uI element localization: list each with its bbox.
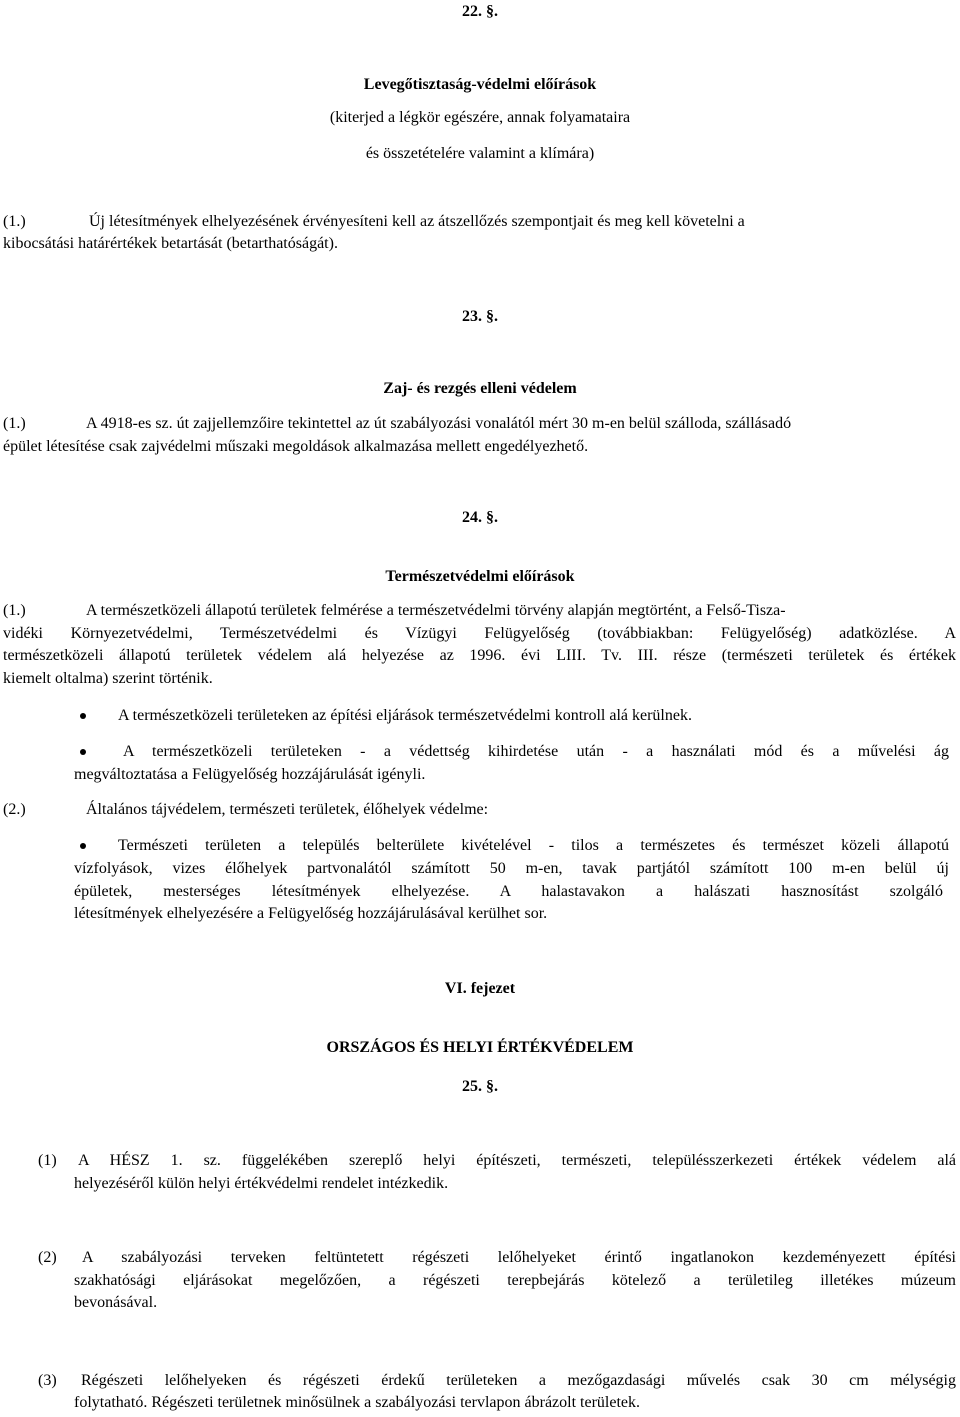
section-22-subtitle-line2: és összetételére valamint a klímára) [365,145,595,162]
section-22-heading: 22. §. [462,3,498,20]
section-25-para1-number: (1) [38,1152,57,1169]
bullet-icon [80,713,86,719]
chapter-6-subtitle: ORSZÁGOS ÉS HELYI ÉRTÉKVÉDELEM [326,1039,634,1056]
section-24-bullet2-line2: megváltoztatása a Felügyelőség hozzájárulását igényli. [74,766,426,783]
section-25-para2-line1: A szabályozási terveken feltüntetett régészeti lelőhelyeket érintő ingatlanokon kezdeményezett építési [82,1249,956,1266]
section-23-heading: 23. §. [462,308,498,325]
section-24-para1-line4: kiemelt oltalma) szerint történik. [3,670,213,687]
section-24-title: Természetvédelmi előírások [385,568,575,585]
section-24-bullet3-line2: vízfolyások, vizes élőhelyek partvonalától számított 50 m-en, tavak partjától számított 100 m-en belül új [74,860,949,877]
section-22-para1-line2: kibocsátási határértékek betartását (betarthatóságát). [3,235,338,252]
section-25-para2-number: (2) [38,1249,57,1266]
section-25-para1-line2: helyezéséről külön helyi értékvédelmi rendelet intézkedik. [74,1175,449,1192]
section-25-para3-line2: folytatható. Régészeti területnek minősülnek a szabályozási tervlapon ábrázolt területek. [74,1394,641,1411]
section-23-title: Zaj- és rezgés elleni védelem [383,380,577,397]
section-24-para2-text: Általános tájvédelem, természeti területek, élőhelyek védelme: [86,801,489,818]
chapter-6-title: VI. fejezet [444,980,516,997]
section-23-para1-line2: épület létesítése csak zajvédelmi műszaki megoldások alkalmazása mellett engedélyezhető. [3,438,589,455]
section-22-title: Levegőtisztaság-védelmi előírások [363,76,597,93]
bullet-icon [80,749,86,755]
section-25-para2-line3: bevonásával. [74,1294,158,1311]
section-24-bullet3-line1: Természeti területen a település belterülete kivételével - tilos a természetes és természet közeli állapotú [118,837,949,854]
section-23-para1-line1: A 4918-es sz. út zajjellemzőire tekintettel az út szabályozási vonalától mért 30 m-en belül szálloda, szállásadó [86,415,792,432]
section-25-para3-number: (3) [38,1372,57,1389]
section-23-para1-number: (1.) [3,415,26,432]
section-25-para2-line2: szakhatósági eljárásokat megelőzően, a régészeti terepbejárás kötelező a területileg illetékes múzeum [74,1272,956,1289]
section-24-bullet3-line3: épületek, mesterséges létesítmények elhelyezése. A halastavakon a halászati hasznosítást szolgáló [74,883,943,900]
section-24-bullet3-line4: létesítmények elhelyezésére a Felügyelőség hozzájárulásával kerülhet sor. [74,905,548,922]
section-25-heading: 25. §. [462,1078,498,1095]
section-25-para1-line1: A HÉSZ 1. sz. függelékében szereplő helyi építészeti, természeti, településszerkezeti értékek védelem alá [78,1152,956,1169]
section-22-para1-number: (1.) [3,213,26,230]
section-22-para1-line1: Új létesítmények elhelyezésének érvényesíteni kell az átszellőzés szempontjait és meg kell követelni a [89,213,745,230]
section-24-bullet2-line1: A természetközeli területeken - a védettség kihirdetése után - a használati mód és a művelési ág [123,743,949,760]
section-24-para2-number: (2.) [3,801,26,818]
section-24-para1-line3: természetközeli állapotú területek védelem alá helyezése az 1996. évi LIII. Tv. III. része (természeti területek és értékek [3,647,956,664]
section-24-bullet1: A természetközeli területeken az építési eljárások természetvédelmi kontroll alá kerülnek. [118,707,692,724]
bullet-icon [80,843,86,849]
section-24-heading: 24. §. [462,509,498,526]
section-24-para1-line1: A természetközeli állapotú területek felmérése a természetvédelmi törvény alapján megtörtént, a Felső-Tisza- [86,602,786,619]
section-24-para1-line2: vidéki Környezetvédelmi, Természetvédelmi és Vízügyi Felügyelőség (továbbiakban: Felügyelőség) adatközlése. A [3,625,956,642]
section-22-subtitle-line1: (kiterjed a légkör egészére, annak folyamataira [329,109,631,126]
section-25-para3-line1: Régészeti lelőhelyeken és régészeti érdekű területeken a mezőgazdasági művelés csak 30 cm mélységig [81,1372,956,1389]
section-24-para1-number: (1.) [3,602,26,619]
